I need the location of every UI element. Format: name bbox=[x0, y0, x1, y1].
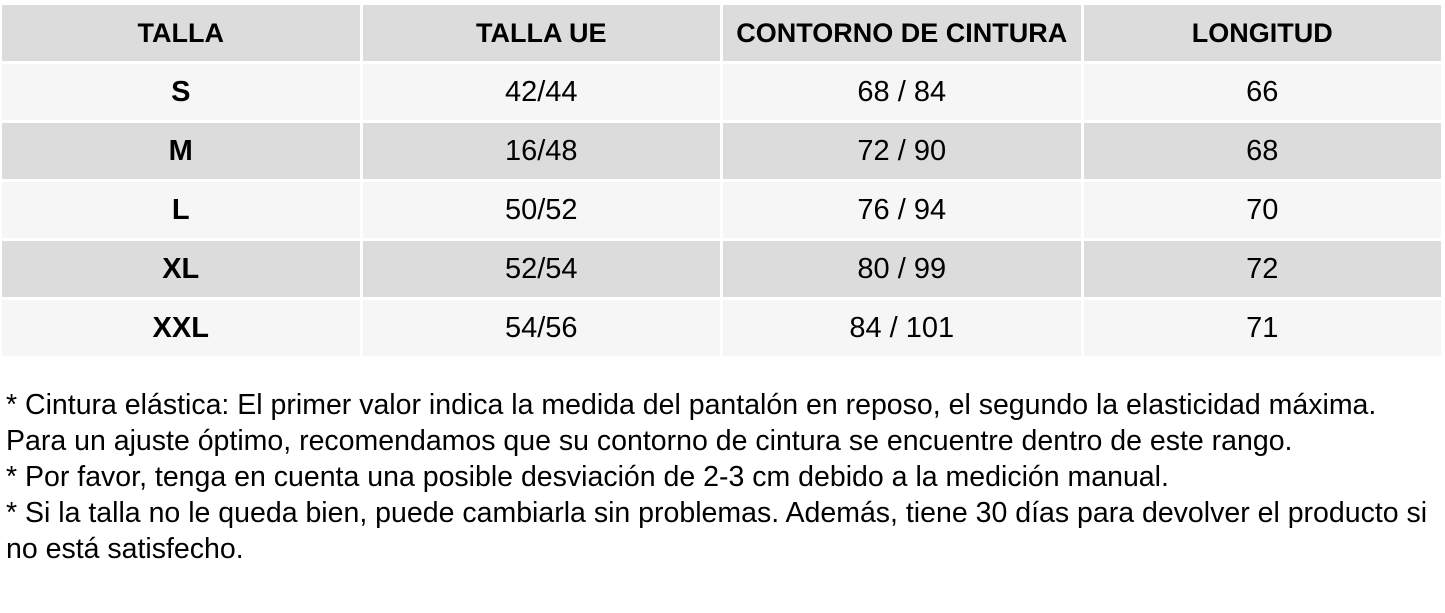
table-row bbox=[2, 300, 1441, 356]
size-cell: M bbox=[2, 123, 360, 179]
note-exchange-return: * Si la talla no le queda bien, puede cambiarla sin problemas. Además, tiene 30 días para devolver el producto si no está satisfecho. bbox=[6, 497, 1428, 565]
eu-size-cell: 16/48 bbox=[363, 123, 721, 179]
eu-size-cell: 52/54 bbox=[363, 241, 721, 297]
waist-cell: 68 / 84 bbox=[723, 64, 1081, 120]
header-talla-ue: TALLA UE bbox=[363, 5, 721, 61]
size-cell: XXL bbox=[2, 300, 360, 356]
size-cell: S bbox=[2, 64, 360, 120]
header-longitud: LONGITUD bbox=[1084, 5, 1442, 61]
size-cell: XL bbox=[2, 241, 360, 297]
table-row bbox=[2, 241, 1441, 297]
waist-cell: 84 / 101 bbox=[723, 300, 1081, 356]
table-row bbox=[2, 64, 1441, 120]
header-contorno-cintura: CONTORNO DE CINTURA bbox=[723, 5, 1081, 61]
length-cell: 70 bbox=[1084, 182, 1442, 238]
size-chart-table bbox=[0, 2, 1444, 359]
length-cell: 66 bbox=[1084, 64, 1442, 120]
table-row bbox=[2, 123, 1441, 179]
header-row bbox=[2, 5, 1441, 61]
waist-cell: 80 / 99 bbox=[723, 241, 1081, 297]
eu-size-cell: 50/52 bbox=[363, 182, 721, 238]
eu-size-cell: 54/56 bbox=[363, 300, 721, 356]
size-cell: L bbox=[2, 182, 360, 238]
waist-cell: 76 / 94 bbox=[723, 182, 1081, 238]
note-elastic-waist: * Cintura elástica: El primer valor indica la medida del pantalón en reposo, el segundo la elasticidad máxima. Para un ajuste óptimo, recomendamos que su contorno de cintura se encuentre dentro de este rango. bbox=[6, 389, 1377, 457]
eu-size-cell: 42/44 bbox=[363, 64, 721, 120]
table-row bbox=[2, 182, 1441, 238]
length-cell: 71 bbox=[1084, 300, 1442, 356]
length-cell: 72 bbox=[1084, 241, 1442, 297]
note-measurement-deviation: * Por favor, tenga en cuenta una posible desviación de 2-3 cm debido a la medición manual. bbox=[6, 461, 1169, 493]
waist-cell: 72 / 90 bbox=[723, 123, 1081, 179]
notes-section bbox=[6, 387, 1441, 567]
header-talla: TALLA bbox=[2, 5, 360, 61]
length-cell: 68 bbox=[1084, 123, 1442, 179]
